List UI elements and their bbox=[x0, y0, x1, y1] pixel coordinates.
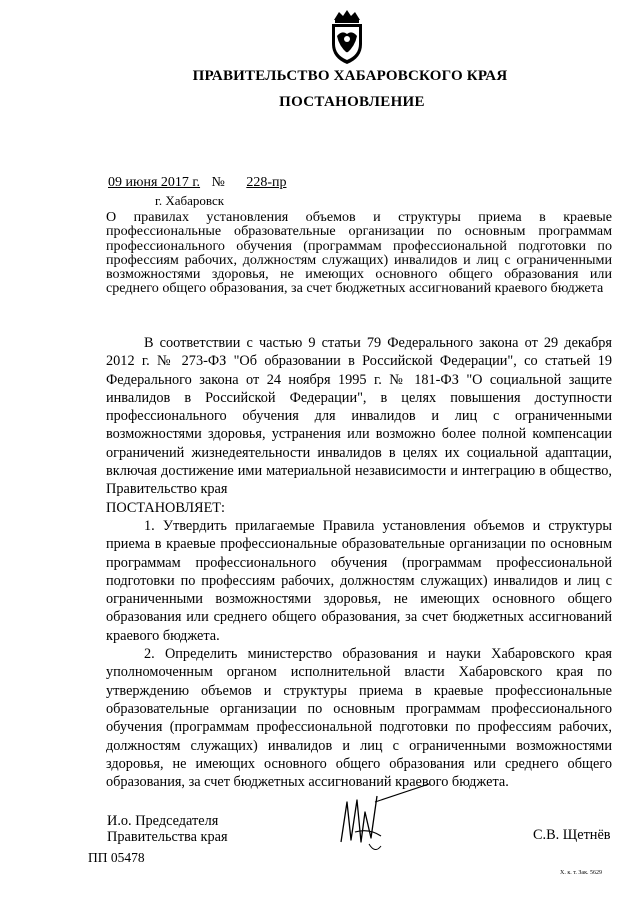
signatory-name: С.В. Щетнёв bbox=[533, 827, 611, 843]
document-body bbox=[106, 334, 612, 791]
date-number-line bbox=[108, 175, 304, 191]
signatory-position-line2: Правительства края bbox=[107, 828, 228, 845]
document-subject: О правилах установления объемов и структуры приема в краевые профессиональные образовательные организации по основным программам профессионального обучения (программам профессиональной подготовки по профессиям рабочих, должностям служащих) инвалидов и лиц с ограниченными возможностями здоровья, не имеющих основного общего образования или среднего общего образования, за счет бюджетных ассигнований краевого бюджета bbox=[106, 209, 612, 297]
resolve-heading: ПОСТАНОВЛЯЕТ: bbox=[106, 499, 226, 516]
document-number: 228-пр bbox=[246, 175, 287, 190]
item-1-paragraph: 1. Утвердить прилагаемые Правила установления объемов и структуры приема в краевые профессиональные образовательные организации по основным программам профессионального обучения (программам профессиональной подготовки по профессиям рабочих, должностям служащих) инвалидов и лиц с ограниченными возможностями здоровья, не имеющих основного общего образования или среднего общего образования, за счет бюджетных ассигнований краевого бюджета. bbox=[106, 517, 612, 644]
document-type: ПОСТАНОВЛЕНИЕ bbox=[279, 94, 425, 110]
signatory-position bbox=[107, 814, 228, 845]
preamble-paragraph: В соответствии с частью 9 статьи 79 Федерального закона от 29 декабря 2012 г. № 273-ФЗ "Об образовании в Российской Федерации", со статьей 19 Федерального закона от 24 ноября 1995 г. № 181-ФЗ "О социальной защите инвалидов в Российской Федерации", в целях повышения доступности профессионального обучения для инвалидов и лиц с ограниченными возможностями здоровья, устранения или возможно более полной компенсации ограничений жизнедеятельности инвалидов в целях их социальной адаптации, включая достижение ими материальной независимости и интеграцию в общество, Правительство края bbox=[106, 335, 612, 498]
handwritten-signature bbox=[325, 782, 435, 862]
print-order-mark: Х. к. т. Зак. 5629 bbox=[560, 870, 603, 876]
number-label: № bbox=[211, 175, 225, 190]
document-code: ПП 05478 bbox=[88, 850, 145, 865]
signatory-position-line1: И.о. Председателя bbox=[107, 813, 219, 829]
city: г. Хабаровск bbox=[155, 193, 225, 208]
government-title: ПРАВИТЕЛЬСТВО ХАБАРОВСКОГО КРАЯ bbox=[192, 68, 508, 84]
document-date: 09 июня 2017 г. bbox=[108, 175, 201, 190]
coat-of-arms-emblem bbox=[326, 6, 368, 66]
item-2-paragraph: 2. Определить министерство образования и науки Хабаровского края уполномоченным органом исполнительной власти Хабаровского края по утверждению объемов и структуры приема в краевые профессиональные образовательные организации по основным программам профессионального обучения (программам профессиональной подготовки по профессиям рабочих, должностям служащих) инвалидов и лиц с ограниченными возможностями здоровья, не имеющих основного общего образования или среднего общего образования, за счет бюджетных ассигнований краевого бюджета. bbox=[106, 646, 612, 791]
